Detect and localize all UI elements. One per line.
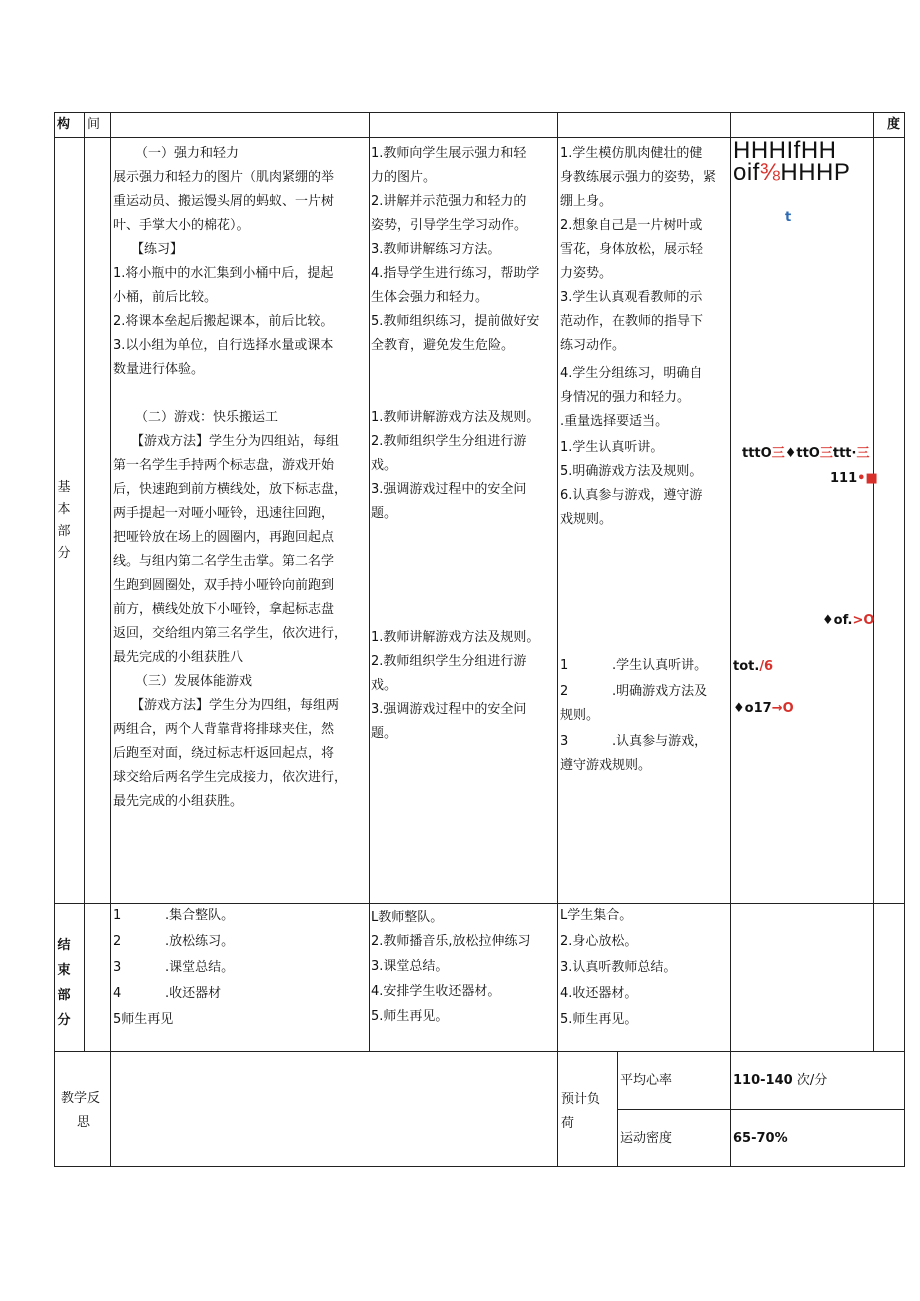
content-line: 叶、手掌大小的棉花）。 <box>113 218 250 233</box>
heart-rate-unit: 次/分 <box>796 1073 828 1088</box>
ending-teacher-line: 3.课堂总结。 <box>371 959 449 974</box>
student-line: .重量选择要适当。 <box>560 414 669 429</box>
table-border <box>617 1109 905 1110</box>
section-label-ending <box>55 933 73 1033</box>
content-line: 两手提起一对哑小哑铃，迅速往回跑， <box>113 506 335 521</box>
heart-rate-label: 平均心率 <box>620 1073 673 1088</box>
ending-teacher-line: 5.师生再见。 <box>371 1009 449 1024</box>
ending-teacher-line: 2.教师播音乐,放松拉伸练习 <box>371 934 531 949</box>
label-char: 部 <box>57 524 71 539</box>
teacher-line: 生体会强力和轻力。 <box>371 290 489 305</box>
student-line: 绷上身。 <box>560 194 613 209</box>
item-text: .放松练习。 <box>165 934 235 949</box>
garbled-text: ⅜ <box>759 159 781 186</box>
garbled-text: tot. <box>733 659 760 674</box>
content-line: 小桶，前后比较。 <box>113 290 218 305</box>
student-line: 2.想象自己是一片树叶或 <box>560 218 703 233</box>
content-line: 球交给后两名学生完成接力，依次进行， <box>113 770 348 785</box>
teacher-line: 3.教师讲解练习方法。 <box>371 242 501 257</box>
garbled-text: /6 <box>759 659 774 674</box>
garbled-text: 三 <box>856 446 870 461</box>
teacher-line: 5.教师组织练习，提前做好安 <box>371 314 540 329</box>
teacher-line: 2.教师组织学生分组进行游 <box>371 434 527 449</box>
ending-line <box>113 982 221 1007</box>
content-line: 前方，横线处放下小哑铃，拿起标志盘 <box>113 602 335 617</box>
garbled-line <box>830 467 878 492</box>
content-line: 【练习】 <box>131 242 184 257</box>
garbled-text: oif <box>733 159 760 186</box>
content-line: （二）游戏：快乐搬运工 <box>135 410 279 425</box>
student-line: 5.明确游戏方法及规则。 <box>560 464 703 479</box>
student-line: 力姿势。 <box>560 266 613 281</box>
garbled-text: 三 <box>819 446 833 461</box>
student-line <box>560 654 707 679</box>
student-line <box>560 730 707 755</box>
label-char: 结 <box>57 938 71 953</box>
item-number: 1 <box>113 908 122 923</box>
content-line: 最先完成的小组获胜。 <box>113 794 244 809</box>
item-text: .课堂总结。 <box>165 960 235 975</box>
item-number: 1 <box>560 658 569 673</box>
table-border <box>84 112 85 1052</box>
ending-student-line: 4.收还器材。 <box>560 986 638 1001</box>
garbled-mark: t <box>785 210 792 225</box>
student-line <box>560 680 707 705</box>
student-line: 身情况的强力和轻力。 <box>560 390 691 405</box>
student-line: 戏规则。 <box>560 512 613 527</box>
table-border <box>54 112 905 113</box>
table-border <box>617 1051 618 1167</box>
label-char: 本 <box>57 502 71 517</box>
garbled-text: 111 <box>830 471 858 486</box>
ending-student-line: 3.认真听教师总结。 <box>560 960 677 975</box>
item-number: 3 <box>113 960 122 975</box>
ending-teacher-line: 4.安排学生收还器材。 <box>371 984 501 999</box>
garbled-text: HHHP <box>780 159 851 186</box>
teacher-line: 戏。 <box>371 678 398 693</box>
garbled-text: HHHIfHH <box>733 137 837 164</box>
header-struct: 构 <box>57 117 71 132</box>
table-border <box>904 112 905 1167</box>
student-line <box>560 704 599 729</box>
teacher-line: 题。 <box>371 726 398 741</box>
label-char: 束 <box>57 963 71 978</box>
content-line: 返回，交给组内第三名学生，依次进行， <box>113 626 348 641</box>
student-line: 1.学生模仿肌肉健壮的健 <box>560 146 703 161</box>
student-line <box>560 754 651 779</box>
ending-student-line: L学生集合。 <box>560 908 633 923</box>
ending-student-line: 2.身心放松。 <box>560 934 638 949</box>
garbled-text: →O <box>771 701 794 716</box>
table-border <box>730 112 731 1052</box>
load-label: 荷 <box>561 1116 575 1131</box>
table-border <box>557 112 558 1167</box>
content-line: 数量进行体验。 <box>113 362 205 377</box>
teacher-line: 3.强调游戏过程中的安全问 <box>371 482 527 497</box>
item-number: 4 <box>113 986 122 1001</box>
item-text: 规则。 <box>560 708 600 723</box>
density-label: 运动密度 <box>620 1131 673 1146</box>
table-border <box>369 112 370 1052</box>
density-value: 65-70% <box>733 1131 788 1146</box>
label-char: 分 <box>57 546 71 561</box>
content-line: 生跑到圆圈处，双手持小哑铃向前跑到 <box>113 578 335 593</box>
item-text: .学生认真听讲。 <box>612 658 708 673</box>
student-line: 4.学生分组练习，明确自 <box>560 366 703 381</box>
garbled-heading <box>733 160 850 185</box>
header-time: 间 <box>87 117 101 132</box>
student-line: 3.学生认真观看教师的示 <box>560 290 703 305</box>
table-border <box>730 1051 731 1167</box>
table-border <box>54 1051 905 1052</box>
item-text: .集合整队。 <box>165 908 235 923</box>
header-degree: 度 <box>887 117 901 132</box>
teacher-line: 3.强调游戏过程中的安全问 <box>371 702 527 717</box>
ending-line <box>113 904 234 929</box>
student-line: 练习动作。 <box>560 338 626 353</box>
content-line: 第一名学生手持两个标志盘，游戏开始 <box>113 458 335 473</box>
ending-line <box>113 1008 173 1033</box>
content-line: 重运动员、搬运馒头屑的蚂蚁、一片树 <box>113 194 335 209</box>
content-line: 后跑至对面，绕过标志杆返回起点，将 <box>113 746 335 761</box>
reflection-label: 教学反 <box>61 1091 101 1106</box>
content-line: （一）强力和轻力 <box>135 146 240 161</box>
garbled-text: ♦o17 <box>733 701 772 716</box>
teacher-line: 力的图片。 <box>371 170 437 185</box>
item-number: 5 <box>113 1012 122 1027</box>
content-line: 后，快速跑到前方横线处，放下标志盘， <box>113 482 348 497</box>
section-label-basic <box>55 477 73 565</box>
teacher-line: 1.教师向学生展示强力和轻 <box>371 146 527 161</box>
item-number: 3 <box>560 734 569 749</box>
item-text: .认真参与游戏， <box>612 734 708 749</box>
garbled-text: •■ <box>857 471 878 486</box>
content-line: 两组合，两个人背靠背将排球夹住，然 <box>113 722 335 737</box>
label-char: 基 <box>57 480 71 495</box>
teacher-line: 4.指导学生进行练习，帮助学 <box>371 266 540 281</box>
teacher-line: 1.教师讲解游戏方法及规则。 <box>371 630 540 645</box>
garbled-line <box>733 655 773 680</box>
reflection-label: 思 <box>77 1115 91 1130</box>
load-label: 预计负 <box>561 1092 601 1107</box>
student-line: 雪花，身体放松，展示轻 <box>560 242 704 257</box>
item-text: .收还器材 <box>165 986 222 1001</box>
item-number: 2 <box>113 934 122 949</box>
ending-teacher-line: L教师整队。 <box>371 910 444 925</box>
garbled-line <box>733 697 794 722</box>
garbled-text: ♦of. <box>822 613 853 628</box>
student-line: 6.认真参与游戏，遵守游 <box>560 488 703 503</box>
teacher-line: 戏。 <box>371 458 398 473</box>
ending-line <box>113 956 234 981</box>
garbled-text: >O <box>852 613 875 628</box>
content-line: 线。与组内第二名学生击掌。第二名学 <box>113 554 335 569</box>
item-text: .明确游戏方法及 <box>612 684 708 699</box>
content-line: 把哑铃放在场上的圆圈内，再跑回起点 <box>113 530 335 545</box>
heart-rate-number: 110-140 <box>733 1073 793 1088</box>
heart-rate-value <box>733 1069 827 1094</box>
content-line: 展示强力和轻力的图片（肌肉紧绷的举 <box>113 170 335 185</box>
garbled-text: ♦ttO <box>784 446 820 461</box>
content-line: （三）发展体能游戏 <box>135 674 253 689</box>
content-line: 1.将小瓶中的水汇集到小桶中后，提起 <box>113 266 334 281</box>
label-char: 部 <box>57 988 71 1003</box>
table-border <box>873 112 874 1052</box>
table-border <box>54 1166 905 1167</box>
garbled-text: ttt· <box>832 446 857 461</box>
student-line: 身教练展示强力的姿势，紧 <box>560 170 717 185</box>
content-line: 【游戏方法】学生分为四组，每组两 <box>131 698 340 713</box>
teacher-line: 2.讲解并示范强力和轻力的 <box>371 194 527 209</box>
garbled-line <box>822 609 874 634</box>
content-line: 【游戏方法】学生分为四组站，每组 <box>131 434 340 449</box>
teacher-line: 姿势，引导学生学习动作。 <box>371 218 528 233</box>
student-line: 范动作，在教师的指导下 <box>560 314 704 329</box>
student-line: 1.学生认真听讲。 <box>560 440 664 455</box>
label-char: 分 <box>57 1013 71 1028</box>
garbled-line <box>742 442 869 467</box>
teacher-line: 题。 <box>371 506 398 521</box>
content-line: 3.以小组为单位，自行选择水量或课本 <box>113 338 334 353</box>
teacher-line: 全教育，避免发生危险。 <box>371 338 515 353</box>
item-text: 遵守游戏规则。 <box>560 758 652 773</box>
teacher-line: 2.教师组织学生分组进行游 <box>371 654 527 669</box>
ending-student-line: 5.师生再见。 <box>560 1012 638 1027</box>
content-line: 最先完成的小组获胜八 <box>113 650 244 665</box>
teacher-line: 1.教师讲解游戏方法及规则。 <box>371 410 540 425</box>
content-line: 2.将课本垒起后搬起课本，前后比较。 <box>113 314 334 329</box>
ending-line <box>113 930 234 955</box>
item-number: 2 <box>560 684 569 699</box>
table-border <box>110 112 111 1167</box>
garbled-text: tttO <box>742 446 772 461</box>
garbled-text: 三 <box>771 446 785 461</box>
item-text: 师生再见 <box>121 1012 174 1027</box>
